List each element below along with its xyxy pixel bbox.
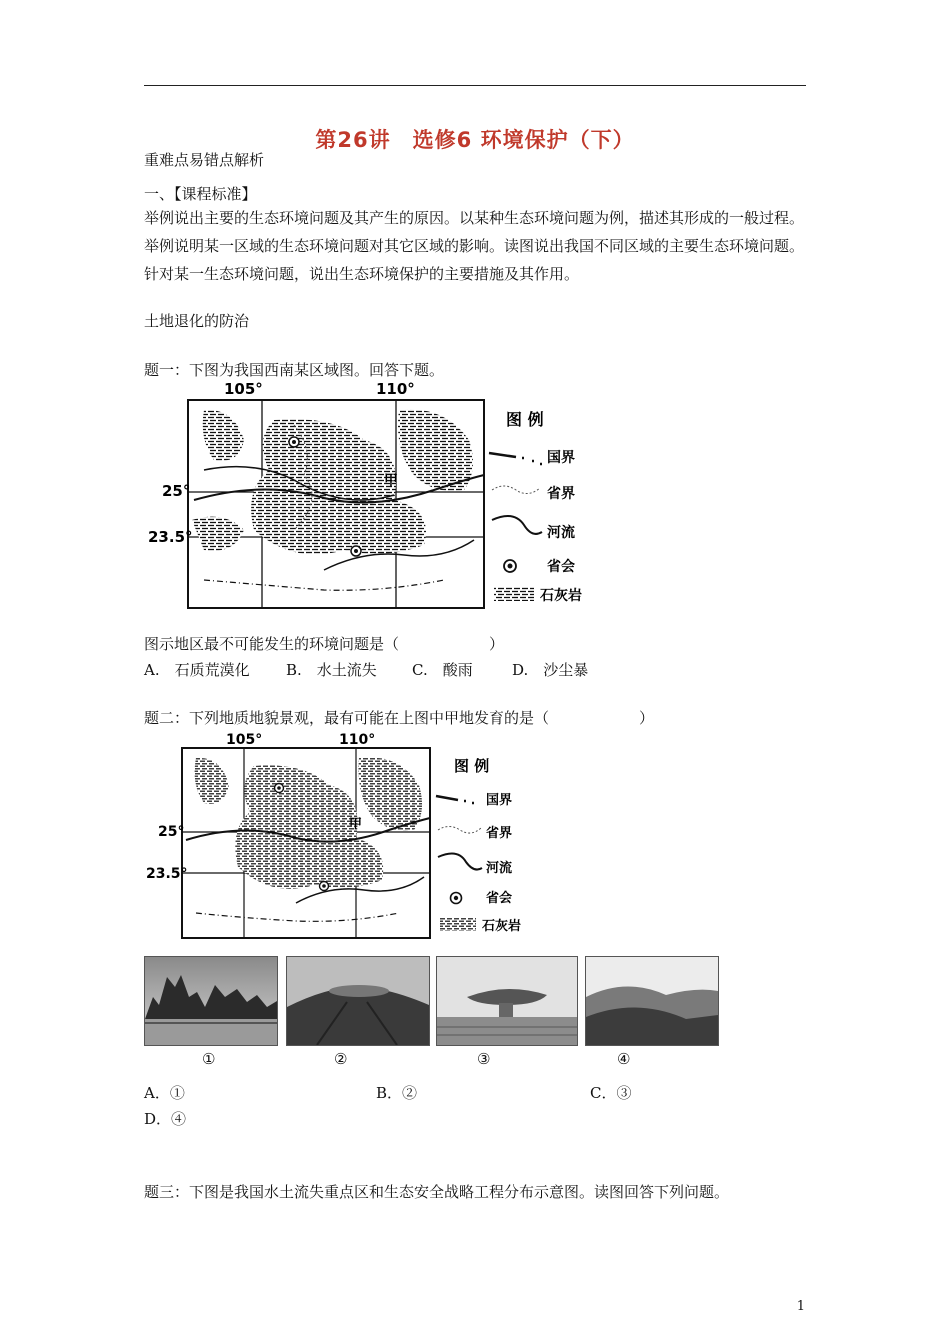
legend-limestone: 石灰岩: [540, 588, 582, 604]
legend-capital-2: 省会: [486, 891, 513, 906]
q1-option-b[interactable]: B. 水土流失: [286, 661, 377, 679]
legend-river-2: 河流: [486, 861, 513, 876]
photo-caption-3: ③: [477, 1050, 491, 1068]
region-map-1: [144, 380, 614, 615]
legend-title: 图 例: [506, 410, 544, 429]
legend-river: 河流: [547, 525, 575, 541]
q2-stem: 题二：下列地质地貌景观，最有可能在上图中甲地发育的是（ ）: [144, 709, 655, 727]
lat-25-label: 25°: [162, 482, 191, 500]
header-rule: [144, 85, 806, 86]
page-title: 第26讲 选修6 环境保护（下）: [315, 128, 635, 152]
lon-105-label: 105°: [224, 380, 263, 398]
legend-province-2: 省界: [486, 826, 513, 841]
photo-karst-peaks: [144, 956, 278, 1046]
q2-option-c[interactable]: C．③: [590, 1084, 632, 1102]
lat-23-label-2: 23.5°: [146, 866, 188, 882]
topic-heading: 土地退化的防治: [144, 312, 250, 330]
q2-option-b[interactable]: B．②: [376, 1084, 418, 1102]
q2-option-d[interactable]: D．④: [144, 1110, 187, 1128]
q1-option-d[interactable]: D. 沙尘暴: [512, 661, 589, 679]
photo-mushroom-rock: [436, 956, 578, 1046]
legend-capital: 省会: [547, 559, 575, 575]
place-jia: 甲: [384, 473, 398, 489]
q1-option-a[interactable]: A. 石质荒漠化: [144, 661, 250, 679]
page-number: 1: [796, 1299, 805, 1314]
region-map-2: [144, 730, 544, 942]
lon-110-label: 110°: [376, 380, 415, 398]
photo-sand-dunes: [585, 956, 719, 1046]
photo-caption-4: ④: [617, 1050, 631, 1068]
q1-question: 图示地区最不可能发生的环境问题是（ ）: [144, 635, 505, 653]
photo-caption-2: ②: [334, 1050, 348, 1068]
legend-border-2: 国界: [486, 793, 513, 808]
photo-caption-1: ①: [202, 1050, 216, 1068]
lon-110-label-2: 110°: [339, 732, 376, 748]
legend-border: 国界: [547, 450, 575, 466]
lat-25-label-2: 25°: [158, 824, 185, 840]
legend-title-2: 图 例: [454, 757, 490, 775]
legend-limestone-2: 石灰岩: [482, 919, 522, 934]
curriculum-text: 举例说出主要的生态环境问题及其产生的原因。以某种生态环境问题为例，描述其形成的一般过程。举例说明某一区域的生态环境问题对其它区域的影响。读图说出我国不同区域的主要生态环境问题。针对某一生态环境问题，说出生态环境保护的主要措施及其作用。: [144, 209, 805, 283]
q1-stem: 题一：下图为我国西南某区域图。回答下题。: [144, 361, 445, 379]
place-jia-2: 甲: [349, 817, 363, 832]
photo-volcano-crater: [286, 956, 430, 1046]
legend-province: 省界: [547, 486, 575, 502]
section-heading: 一、【课程标准】: [144, 185, 257, 203]
q1-option-c[interactable]: C. 酸雨: [412, 661, 473, 679]
q3-stem: 题三：下图是我国水土流失重点区和生态安全战略工程分布示意图。读图回答下列问题。: [144, 1183, 730, 1201]
lon-105-label-2: 105°: [226, 732, 263, 748]
lat-23-label: 23.5°: [148, 528, 193, 546]
q2-option-a[interactable]: A．①: [144, 1084, 185, 1102]
intro-label: 重难点易错点解析: [144, 151, 265, 169]
